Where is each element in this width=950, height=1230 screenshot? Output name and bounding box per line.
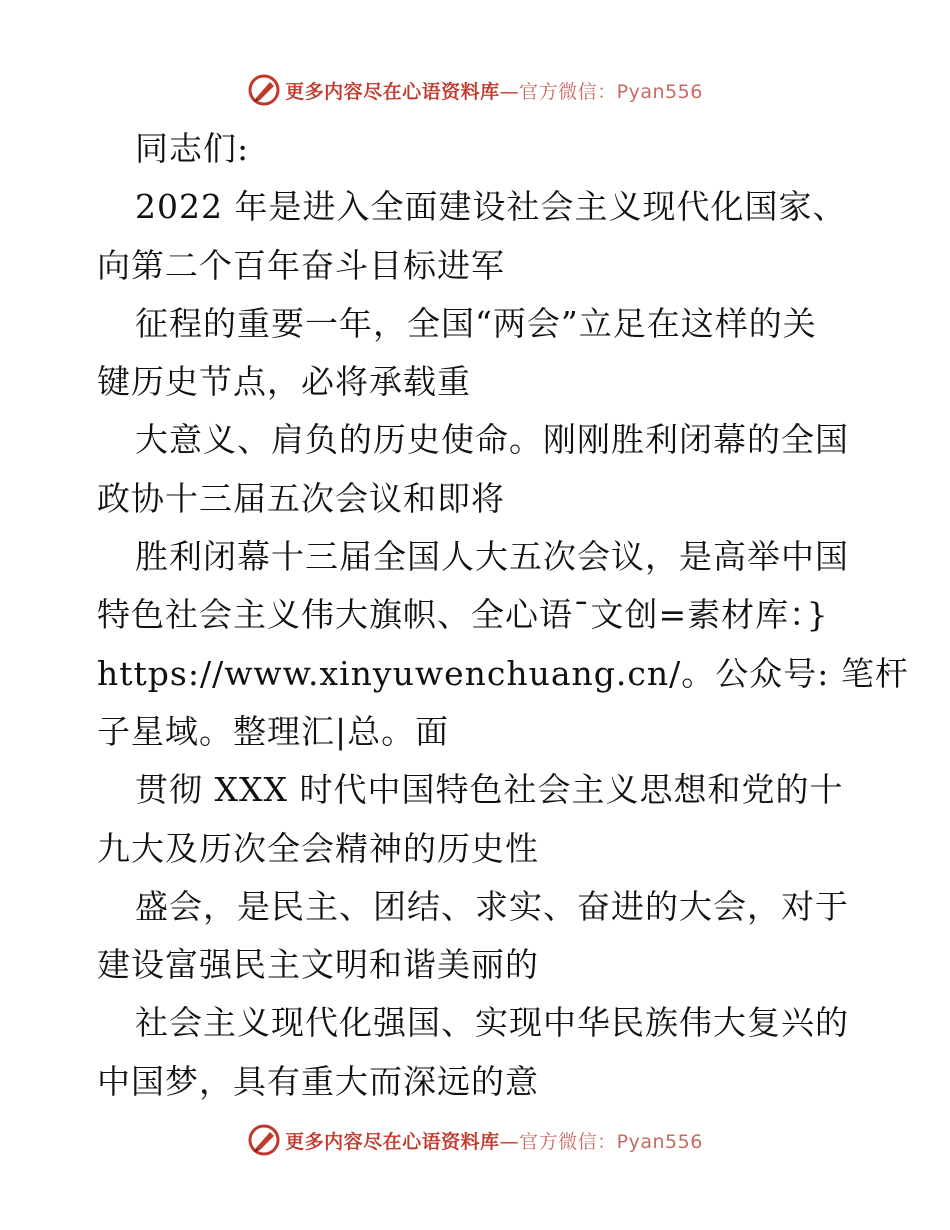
text-line: 九大及历次全会精神的历史性 [97, 828, 539, 868]
text-line: 建设富强民主文明和谐美丽的 [97, 945, 539, 985]
text-line: 胜利闭幕十三届全国人大五次会议，是高举中国 [135, 537, 849, 577]
footer-banner-text [285, 1127, 703, 1154]
footer-dash: — [499, 1130, 520, 1153]
text-line: 征程的重要一年，全国“两会”立足在这样的关 [135, 303, 817, 343]
text-line: 特色社会主义伟大旗帜、全心语¯文创=素材库：} [97, 595, 829, 635]
text-line: 同志们: [135, 129, 250, 168]
text-line: 中国梦，具有重大而深远的意 [97, 1061, 539, 1101]
header-banner-text [285, 77, 703, 104]
text-line: 贯彻 XXX 时代中国特色社会主义思想和党的十 [135, 770, 844, 810]
document-body [97, 120, 909, 1111]
text-line: 键历史节点，必将承载重 [97, 362, 471, 402]
header-brand: 更多内容尽在心语资料库 [285, 80, 500, 103]
text-line: 政协十三届五次会议和即将 [97, 478, 505, 518]
text-line: 2022 年是进入全面建设社会主义现代化国家、 [135, 187, 847, 227]
pen-logo-icon [247, 73, 281, 107]
text-line: 大意义、肩负的历史使命。刚刚胜利闭幕的全国 [135, 420, 849, 460]
text-line: 盛会，是民主、团结、求实、奋进的大会，对于 [135, 886, 849, 926]
text-line: 子星域。整理汇|总。面 [97, 711, 450, 751]
text-line: 向第二个百年奋斗目标进军 [97, 245, 505, 285]
footer-wechat: 官方微信：Pyan556 [519, 1130, 703, 1153]
footer-banner [0, 1120, 950, 1160]
text-line: 社会主义现代化强国、实现中华民族伟大复兴的 [135, 1003, 849, 1043]
header-banner [0, 70, 950, 110]
header-dash: — [499, 80, 520, 103]
header-wechat: 官方微信：Pyan556 [519, 80, 703, 103]
pen-logo-icon [247, 1123, 281, 1157]
footer-brand: 更多内容尽在心语资料库 [285, 1130, 500, 1153]
text-line: https://www.xinyuwenchuang.cn/。公众号: 笔杆 [97, 653, 909, 693]
